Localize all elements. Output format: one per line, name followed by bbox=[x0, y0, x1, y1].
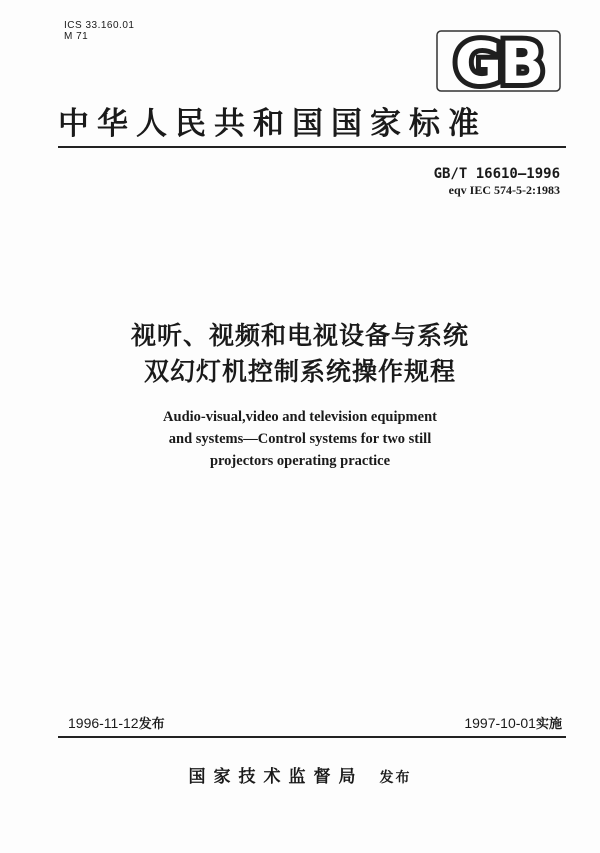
issue-date-value: 1996-11-12 bbox=[68, 715, 139, 731]
implementation-date-value: 1997-10-01 bbox=[464, 715, 536, 731]
english-title-line-1: Audio-visual,video and television equipment bbox=[163, 409, 437, 425]
ics-code: ICS 33.160.01 bbox=[64, 20, 135, 31]
footer-divider bbox=[58, 736, 566, 738]
issue-label: 发布 bbox=[138, 717, 165, 732]
svg-text:GB: GB bbox=[454, 30, 543, 92]
chinese-title-line-2: 双幻灯机控制系统操作规程 bbox=[143, 357, 456, 386]
english-title-line-3: projectors operating practice bbox=[209, 453, 391, 469]
national-standard-title: 中华人民共和国国家标准 bbox=[58, 106, 487, 142]
gb-logo bbox=[436, 30, 561, 92]
standard-number: GB/T 16610—1996 bbox=[433, 166, 560, 182]
chinese-title-line-1: 视听、视频和电视设备与系统 bbox=[130, 321, 469, 350]
category-code: M 71 bbox=[64, 31, 89, 42]
issuing-authority bbox=[0, 762, 600, 787]
classification-codes bbox=[64, 20, 134, 42]
issuer-organization: 国家技术监督局 bbox=[188, 767, 364, 787]
implementation-date bbox=[464, 713, 562, 732]
equivalent-standard: eqv IEC 574-5-2:1983 bbox=[448, 183, 560, 197]
implementation-label: 实施 bbox=[535, 717, 562, 732]
issuer-action: 发布 bbox=[379, 770, 412, 786]
english-title-line-2: and systems—Control systems for two still bbox=[168, 431, 432, 447]
header-divider bbox=[58, 146, 566, 148]
issue-date bbox=[68, 713, 165, 732]
